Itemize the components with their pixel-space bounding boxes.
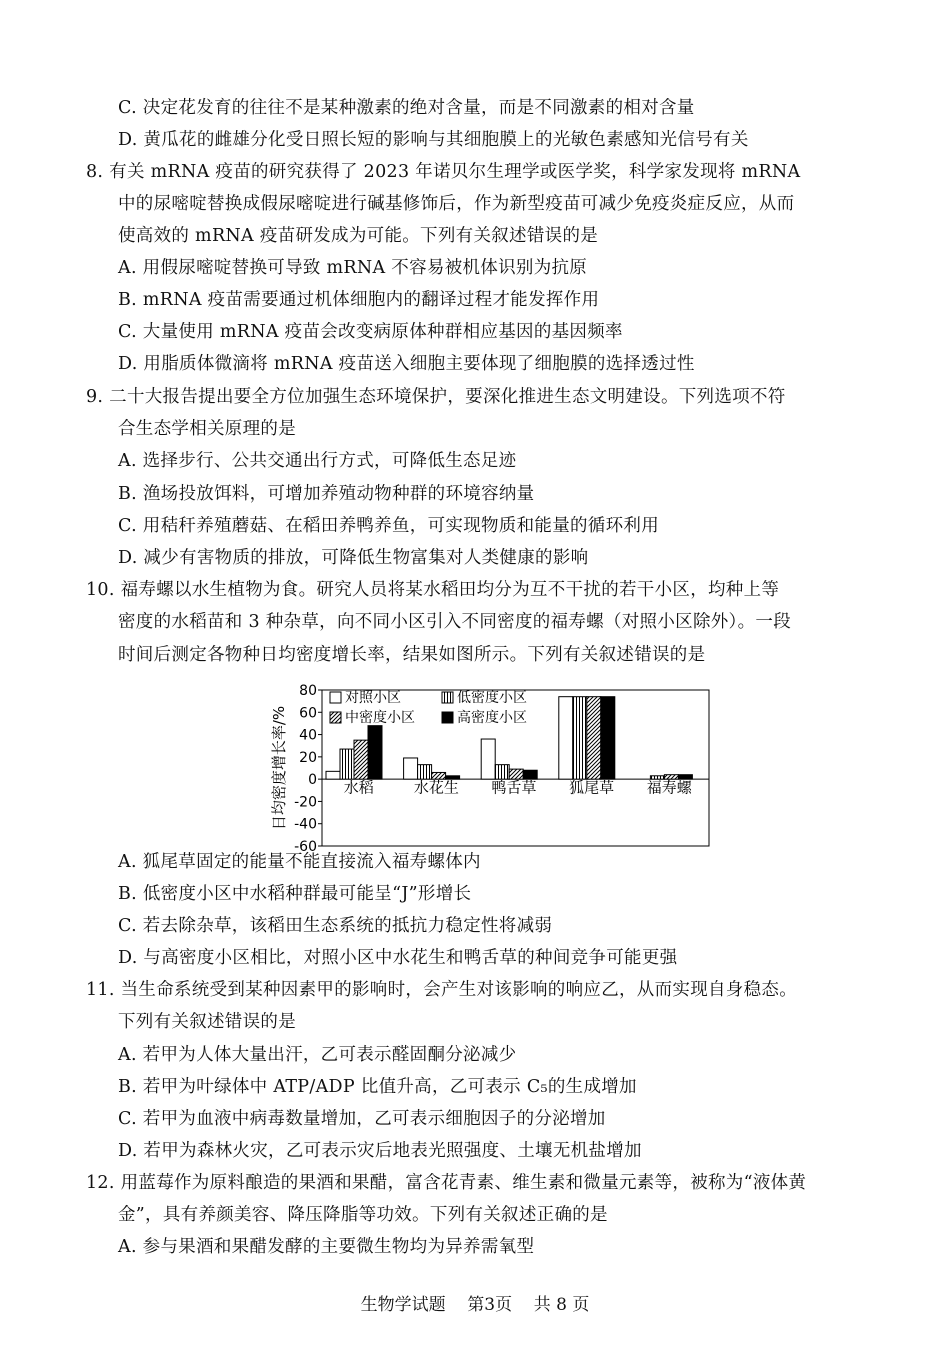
legend-label: 对照小区 bbox=[345, 690, 401, 706]
y-tick-label: -60 bbox=[294, 839, 317, 852]
text-line-q9oc: C. 用秸秆养殖蘑菇、在稻田养鸭养鱼，可实现物质和能量的循环利用 bbox=[118, 516, 659, 536]
legend-swatch-vertical bbox=[442, 692, 453, 703]
bar-vertical-0 bbox=[340, 749, 354, 779]
text-line-q9b: 合生态学相关原理的是 bbox=[118, 419, 296, 439]
x-category-label: 狐尾草 bbox=[569, 778, 615, 797]
text-line-q10c: 时间后测定各物种日均密度增长率，结果如图所示。下列有关叙述错误的是 bbox=[118, 645, 706, 665]
legend-swatch-black bbox=[442, 712, 453, 723]
x-category-label: 水稻 bbox=[343, 778, 374, 797]
text-line-q9oa: A. 选择步行、公共交通出行方式，可降低生态足迹 bbox=[118, 451, 517, 471]
text-line-q8ob: B. mRNA 疫苗需要通过机体细胞内的翻译过程才能发挥作用 bbox=[118, 290, 600, 310]
text-line-q8oa: A. 用假尿嘧啶替换可导致 mRNA 不容易被机体识别为抗原 bbox=[118, 258, 588, 278]
bar-white-1 bbox=[404, 758, 418, 779]
text-line-q12a: 12. 用蓝莓作为原料酿造的果酒和果醋，富含花青素、维生素和微量元素等，被称为“液体黄 bbox=[86, 1173, 807, 1193]
y-axis-label: 日均密度增长率/% bbox=[270, 705, 288, 831]
bar-diagonal-0 bbox=[354, 740, 368, 779]
bar-vertical-1 bbox=[418, 765, 432, 779]
x-category-label: 福寿螺 bbox=[646, 778, 692, 797]
bar-black-0 bbox=[368, 726, 382, 779]
legend-label: 高密度小区 bbox=[457, 710, 527, 726]
y-tick-label: 40 bbox=[299, 727, 317, 744]
bar-black-3 bbox=[601, 697, 615, 779]
bar-diagonal-3 bbox=[587, 697, 601, 779]
text-line-q8b: 中的尿嘧啶替换成假尿嘧啶进行碱基修饰后，作为新型疫苗可减少免疫炎症反应，从而 bbox=[118, 194, 795, 214]
text-line-q11ob: B. 若甲为叶绿体中 ATP/ADP 比值升高，乙可表示 C₅的生成增加 bbox=[118, 1077, 637, 1097]
text-line-q7d: D. 黄瓜花的雌雄分化受日照长短的影响与其细胞膜上的光敏色素感知光信号有关 bbox=[118, 130, 749, 150]
y-tick-label: 20 bbox=[299, 749, 317, 766]
text-line-q10oc: C. 若去除杂草，该稻田生态系统的抵抗力稳定性将减弱 bbox=[118, 916, 553, 936]
text-line-q12b: 金”，具有养颜美容、降压降脂等功效。下列有关叙述正确的是 bbox=[118, 1205, 608, 1225]
bar-white-2 bbox=[481, 739, 495, 779]
y-tick-label: -40 bbox=[294, 816, 317, 833]
page-footer: 生物学试题 第3页 共 8 页 bbox=[360, 1295, 590, 1315]
legend-label: 低密度小区 bbox=[457, 690, 527, 706]
text-line-q8c: 使高效的 mRNA 疫苗研发成为可能。下列有关叙述错误的是 bbox=[118, 226, 599, 246]
bar-white-3 bbox=[559, 697, 573, 779]
bar-vertical-2 bbox=[495, 765, 509, 779]
text-line-q10b: 密度的水稻苗和 3 种杂草，向不同小区引入不同密度的福寿螺（对照小区除外）。一段 bbox=[118, 612, 792, 632]
y-tick-label: 60 bbox=[299, 705, 317, 722]
text-line-q8a: 8. 有关 mRNA 疫苗的研究获得了 2023 年诺贝尔生理学或医学奖，科学家发现将 mRNA bbox=[86, 162, 801, 182]
y-tick-label: -20 bbox=[294, 794, 317, 811]
text-line-q10a: 10. 福寿螺以水生植物为食。研究人员将某水稻田均分为互不干扰的若干小区，均种上等 bbox=[86, 580, 780, 600]
legend-swatch-diagonal bbox=[330, 712, 341, 723]
text-line-q10od: D. 与高密度小区相比，对照小区中水花生和鸭舌草的种间竞争可能更强 bbox=[118, 948, 678, 968]
text-line-q10ob: B. 低密度小区中水稻种群最可能呈“J”形增长 bbox=[118, 884, 472, 904]
text-line-q9od: D. 减少有害物质的排放，可降低生物富集对人类健康的影响 bbox=[118, 548, 589, 568]
bar-vertical-3 bbox=[573, 697, 587, 779]
text-line-q7c: C. 决定花发育的往往不是某种激素的绝对含量，而是不同激素的相对含量 bbox=[118, 98, 695, 118]
text-line-q11b: 下列有关叙述错误的是 bbox=[118, 1012, 296, 1032]
text-line-q11od: D. 若甲为森林火灾，乙可表示灾后地表光照强度、土壤无机盐增加 bbox=[118, 1141, 642, 1161]
text-line-q10oa: A. 狐尾草固定的能量不能直接流入福寿螺体内 bbox=[118, 852, 481, 872]
legend-label: 中密度小区 bbox=[345, 710, 415, 726]
text-line-q11a: 11. 当生命系统受到某种因素甲的影响时，会产生对该影响的响应乙，从而实现自身稳态。 bbox=[86, 980, 797, 1000]
bar-white-0 bbox=[326, 771, 340, 779]
text-line-q8oc: C. 大量使用 mRNA 疫苗会改变病原体种群相应基因的基因频率 bbox=[118, 322, 623, 342]
bar-chart bbox=[266, 684, 710, 852]
text-line-q11oc: C. 若甲为血液中病毒数量增加，乙可表示细胞因子的分泌增加 bbox=[118, 1109, 606, 1129]
x-category-label: 水花生 bbox=[413, 778, 459, 797]
legend-swatch-white bbox=[330, 692, 341, 703]
text-line-q12oa: A. 参与果酒和果醋发酵的主要微生物均为异养需氧型 bbox=[118, 1237, 535, 1257]
text-line-q8od: D. 用脂质体微滴将 mRNA 疫苗送入细胞主要体现了细胞膜的选择透过性 bbox=[118, 354, 695, 374]
text-line-q9a: 9. 二十大报告提出要全方位加强生态环境保护，要深化推进生态文明建设。下列选项不符 bbox=[86, 387, 786, 407]
text-line-q9ob: B. 渔场投放饵料，可增加养殖动物种群的环境容纳量 bbox=[118, 484, 535, 504]
y-tick-label: 0 bbox=[308, 772, 317, 789]
y-tick-label: 80 bbox=[299, 684, 317, 699]
text-line-q11oa: A. 若甲为人体大量出汗，乙可表示醛固酮分泌减少 bbox=[118, 1045, 517, 1065]
x-category-label: 鸭舌草 bbox=[491, 778, 537, 797]
